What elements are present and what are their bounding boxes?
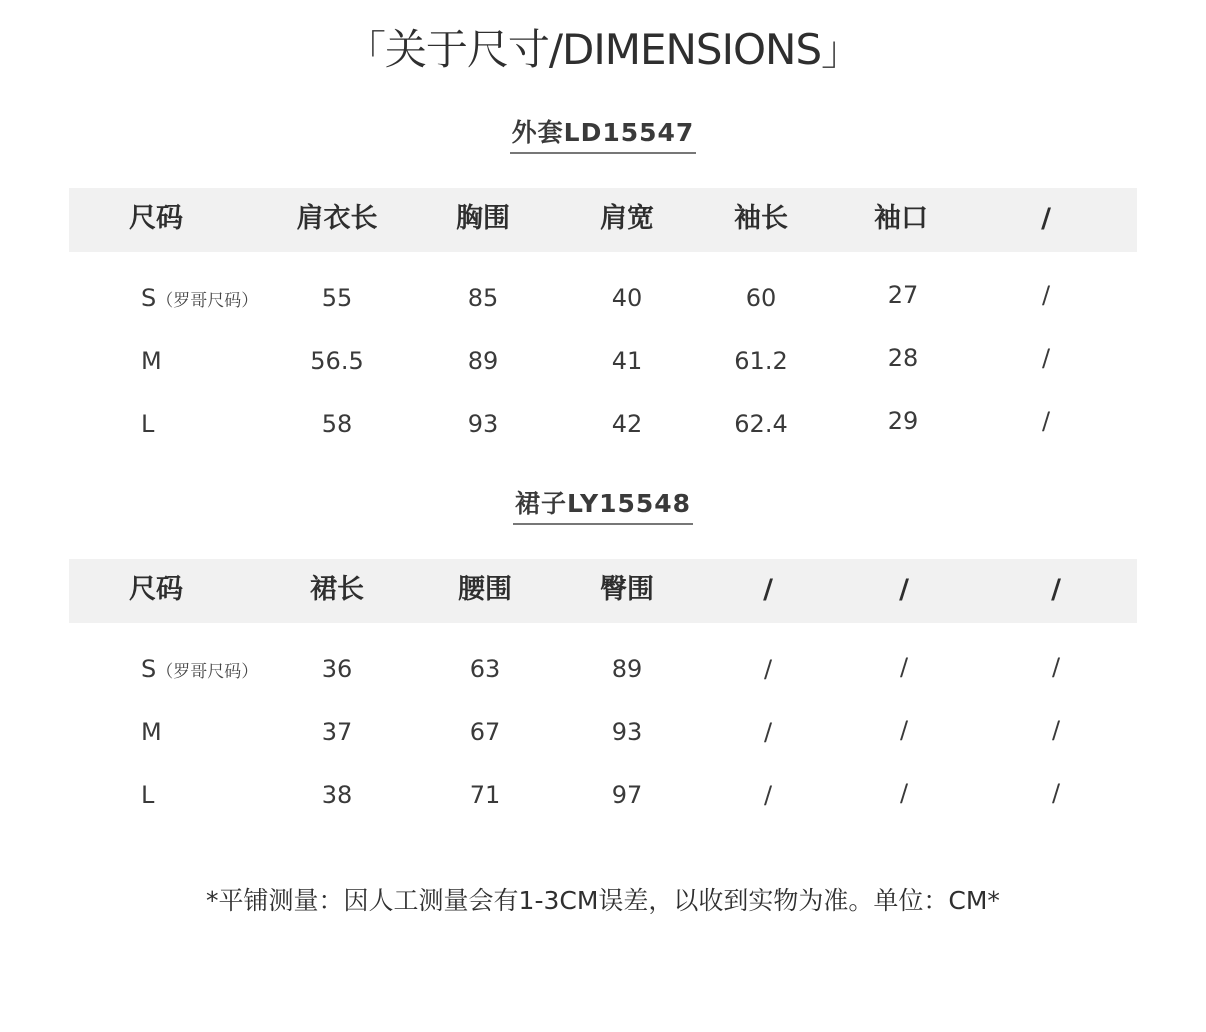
skirt-row-l-size-text: L xyxy=(141,781,155,809)
jacket-row-l-size-text: L xyxy=(141,410,155,438)
jacket-row-s-length: 55 xyxy=(321,284,353,312)
jacket-row-m-blank: / xyxy=(1041,344,1051,372)
page-title xyxy=(0,22,1206,79)
skirt-header-hip: 臀围 xyxy=(600,574,654,605)
skirt-row-l-blank-2: / xyxy=(899,779,909,807)
skirt-header-blank-2: / xyxy=(899,574,909,605)
jacket-row-l-length: 58 xyxy=(321,410,353,438)
jacket-row-m-bust: 89 xyxy=(467,347,499,375)
jacket-row-s-size-text: S xyxy=(141,284,157,312)
jacket-row-s-size xyxy=(141,282,258,317)
title-open-bracket: 「 xyxy=(345,28,385,74)
jacket-header-blank: / xyxy=(1041,203,1051,234)
jacket-size-table xyxy=(69,188,1137,448)
skirt-row-m-length: 37 xyxy=(321,718,353,746)
jacket-header-row xyxy=(69,188,1137,252)
skirt-row-s-note: （罗哥尺码） xyxy=(156,662,259,682)
jacket-header-bust: 胸围 xyxy=(456,203,510,234)
jacket-header-size: 尺码 xyxy=(129,203,183,234)
skirt-row-m-hip: 93 xyxy=(611,718,643,746)
skirt-row-l-blank-3: / xyxy=(1051,779,1061,807)
jacket-row-s-bust: 85 xyxy=(467,284,499,312)
skirt-row-s-size-text: S xyxy=(141,655,157,683)
title-close-bracket: 」 xyxy=(821,28,861,74)
jacket-row-l-cuff: 29 xyxy=(887,407,919,435)
skirt-row-s-hip: 89 xyxy=(611,655,643,683)
skirt-row-s-length: 36 xyxy=(321,655,353,683)
skirt-row-m-size xyxy=(141,716,162,748)
skirt-row-m-blank-1: / xyxy=(763,718,773,746)
skirt-row-l-size xyxy=(141,779,154,811)
skirt-size-table xyxy=(69,559,1137,819)
jacket-row-m-size-text: M xyxy=(141,347,162,375)
jacket-section-title xyxy=(0,116,1206,154)
jacket-row-m-cuff: 28 xyxy=(887,344,919,372)
skirt-section-title xyxy=(0,487,1206,525)
skirt-row-s-waist: 63 xyxy=(469,655,501,683)
skirt-row-l-hip: 97 xyxy=(611,781,643,809)
jacket-title-text: 外套LD15547 xyxy=(510,116,697,154)
jacket-row-m-size xyxy=(141,345,162,377)
skirt-row-m-size-text: M xyxy=(141,718,162,746)
measurement-footnote: *平铺测量：因人工测量会有1-3CM误差，以收到实物为准。单位：CM* xyxy=(206,886,1000,915)
skirt-title-text: 裙子LY15548 xyxy=(513,487,693,525)
jacket-header-sleeve: 袖长 xyxy=(734,203,788,234)
jacket-row-l-shoulder: 42 xyxy=(611,410,643,438)
jacket-header-cuff: 袖口 xyxy=(874,203,928,234)
jacket-row-s-blank: / xyxy=(1041,281,1051,309)
skirt-header-size: 尺码 xyxy=(129,574,183,605)
jacket-row-s-sleeve: 60 xyxy=(745,284,777,312)
jacket-header-length: 肩衣长 xyxy=(296,203,378,234)
skirt-row-l-waist: 71 xyxy=(469,781,501,809)
jacket-row-l-blank: / xyxy=(1041,407,1051,435)
title-text: 关于尺寸/DIMENSIONS xyxy=(384,25,822,74)
jacket-row-m-sleeve: 61.2 xyxy=(734,347,788,375)
jacket-row-l-bust: 93 xyxy=(467,410,499,438)
skirt-header-length: 裙长 xyxy=(310,574,364,605)
jacket-header-shoulder: 肩宽 xyxy=(600,203,654,234)
skirt-row-m-blank-2: / xyxy=(899,716,909,744)
skirt-header-row xyxy=(69,559,1137,623)
jacket-row-s-shoulder: 40 xyxy=(611,284,643,312)
skirt-row-m-blank-3: / xyxy=(1051,716,1061,744)
skirt-row-s-size xyxy=(141,653,258,688)
jacket-row-s-cuff: 27 xyxy=(887,281,919,309)
skirt-header-waist: 腰围 xyxy=(458,574,512,605)
skirt-row-s-blank-2: / xyxy=(899,653,909,681)
skirt-header-blank-1: / xyxy=(763,574,773,605)
skirt-row-l-length: 38 xyxy=(321,781,353,809)
skirt-row-s-blank-1: / xyxy=(763,655,773,683)
skirt-row-l-blank-1: / xyxy=(763,781,773,809)
jacket-row-l-sleeve: 62.4 xyxy=(734,410,788,438)
jacket-row-m-length: 56.5 xyxy=(310,347,364,375)
skirt-row-s-blank-3: / xyxy=(1051,653,1061,681)
jacket-row-s-note: （罗哥尺码） xyxy=(156,291,259,311)
jacket-row-m-shoulder: 41 xyxy=(611,347,643,375)
skirt-header-blank-3: / xyxy=(1051,574,1061,605)
jacket-row-l-size xyxy=(141,408,154,440)
skirt-row-m-waist: 67 xyxy=(469,718,501,746)
